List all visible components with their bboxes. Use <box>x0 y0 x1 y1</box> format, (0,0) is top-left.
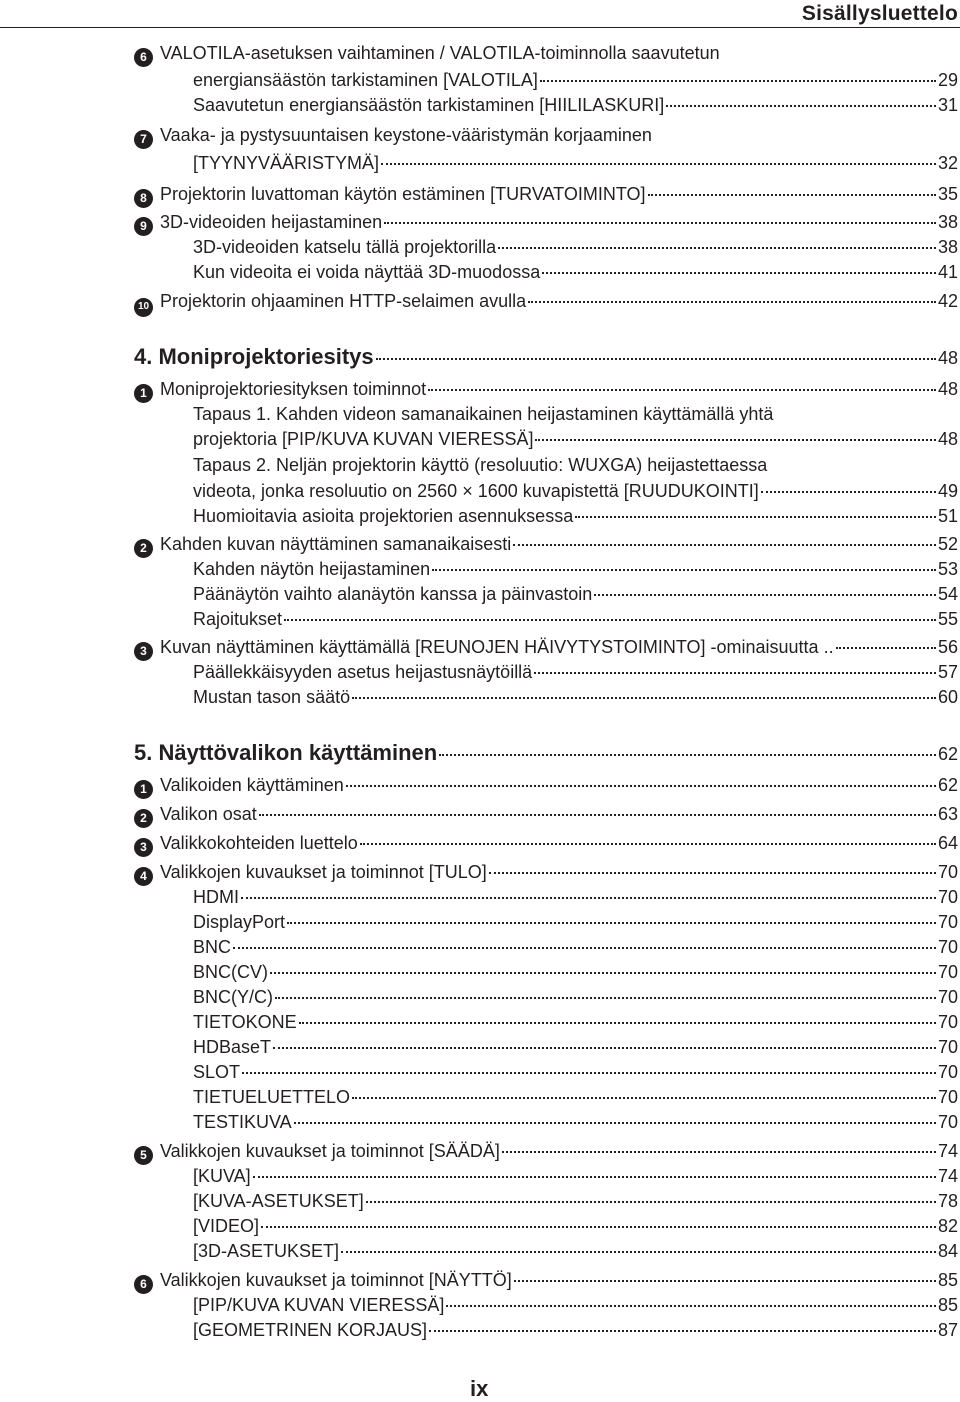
dot-leader <box>259 814 936 816</box>
toc-chapter-row <box>134 742 958 765</box>
toc-entry-text: 3D-videoiden heijastaminen <box>160 212 383 232</box>
toc-entry-text: Rajoitukset <box>193 609 283 629</box>
toc-page-number: 57 <box>937 662 958 682</box>
toc-entry-text: Kuvan näyttäminen käyttämällä [REUNOJEN HÄIVYTYSTOIMINTO] -ominaisuutta .. <box>160 637 834 657</box>
dot-leader <box>242 1072 936 1074</box>
toc-row <box>134 1140 958 1163</box>
section-number-badge: 10 <box>134 298 153 317</box>
section-number-badge: 1 <box>134 384 153 403</box>
dot-leader <box>513 544 936 546</box>
toc-row <box>193 986 958 1008</box>
toc-row <box>193 1011 958 1033</box>
dot-leader <box>273 1047 936 1049</box>
toc-entry-text: Valikkokohteiden luettelo <box>160 833 358 853</box>
toc-entry-text: BNC(CV) <box>193 962 268 982</box>
toc-row <box>134 1269 958 1292</box>
dot-leader <box>352 697 936 699</box>
toc-page-number: 84 <box>937 1241 958 1261</box>
toc-entry-text: Saavutetun energiansäästön tarkistaminen [HIILILASKURI] <box>193 95 665 115</box>
toc-row <box>134 533 958 556</box>
toc-page-number: 49 <box>937 481 958 501</box>
dot-leader <box>241 897 936 899</box>
toc-entry-text: Tapaus 2. Neljän projektorin käyttö (resoluutio: WUXGA) heijastettaessa <box>193 455 768 475</box>
section-number-badge: 7 <box>134 130 153 149</box>
toc-entry-text: [TYYNYVÄÄRISTYMÄ] <box>193 153 380 173</box>
dot-leader <box>489 872 936 874</box>
toc-entry-text: videota, jonka resoluutio on 2560 × 1600 kuvapistettä [RUUDUKOINTI] <box>193 481 759 501</box>
toc-entry-text: energiansäästön tarkistaminen [VALOTILA] <box>193 70 538 90</box>
toc-page-number: 52 <box>937 534 958 554</box>
toc-row <box>193 69 958 91</box>
toc-row <box>193 558 958 580</box>
toc-row <box>193 94 958 116</box>
toc-entry-text: BNC <box>193 937 232 957</box>
toc-page-number: 53 <box>937 559 958 579</box>
toc-page-number: 32 <box>937 153 958 173</box>
toc-page-number: 82 <box>937 1216 958 1236</box>
toc-page-number: 70 <box>937 962 958 982</box>
toc-row <box>134 124 958 147</box>
toc-page-number: 48 <box>937 348 958 368</box>
section-number-badge: 8 <box>134 189 153 208</box>
dot-leader <box>352 1097 936 1099</box>
dot-leader <box>299 1022 936 1024</box>
toc-row <box>193 936 958 958</box>
dot-leader <box>514 1280 936 1282</box>
toc-row <box>193 152 958 174</box>
toc-row <box>193 961 958 983</box>
toc-row <box>193 608 958 630</box>
toc-row <box>193 1240 958 1262</box>
toc-row <box>193 886 958 908</box>
toc-entry-text: Moniprojektoriesityksen toiminnot <box>160 379 427 399</box>
toc-entry-text: [GEOMETRINEN KORJAUS] <box>193 1320 428 1340</box>
toc-page-number: 70 <box>937 987 958 1007</box>
toc-entry-text: VALOTILA-asetuksen vaihtaminen / VALOTILA-toiminnolla saavutetun <box>160 43 720 63</box>
dot-leader <box>648 194 936 196</box>
dot-leader <box>429 1330 936 1332</box>
section-number-badge: 2 <box>134 809 153 828</box>
chapter-title: 4. Moniprojektoriesitys <box>134 344 374 369</box>
toc-page-number: 87 <box>937 1320 958 1340</box>
toc-entry-text: HDMI <box>193 887 239 907</box>
dot-leader <box>498 247 936 249</box>
toc-row <box>193 1215 958 1237</box>
toc-page-number: 60 <box>937 687 958 707</box>
header-title: Sisällysluettelo <box>801 2 958 25</box>
toc-entry-text: Mustan tason säätö <box>193 687 351 707</box>
toc-page-number: 48 <box>937 429 958 449</box>
dot-leader <box>540 80 936 82</box>
page-number: ix <box>470 1376 489 1401</box>
section-number-badge: 5 <box>134 1146 153 1165</box>
toc-row <box>193 1086 958 1108</box>
dot-leader <box>294 1122 936 1124</box>
toc-entry-text: Päällekkäisyyden asetus heijastusnäytöillä <box>193 662 533 682</box>
dot-leader <box>594 594 936 596</box>
toc-row <box>193 1061 958 1083</box>
dot-leader <box>439 754 936 756</box>
toc-page-number: 70 <box>937 862 958 882</box>
dot-leader <box>287 922 936 924</box>
toc-entry-text: Valikoiden käyttäminen <box>160 775 344 795</box>
toc-entry-text: Kahden kuvan näyttäminen samanaikaisesti <box>160 534 512 554</box>
toc-row <box>134 378 958 401</box>
toc-page-number: 78 <box>937 1191 958 1211</box>
section-number-badge: 6 <box>134 48 153 67</box>
toc-row <box>193 261 958 283</box>
dot-leader <box>233 947 936 949</box>
toc-row <box>193 480 958 502</box>
toc-entry-text: HDBaseT <box>193 1037 272 1057</box>
dot-leader <box>836 647 936 649</box>
dot-leader <box>535 439 936 441</box>
chapter-title: 5. Näyttövalikon käyttäminen <box>134 740 438 765</box>
toc-page-number: 48 <box>937 379 958 399</box>
toc-entry-text: 3D-videoiden katselu tällä projektorilla <box>193 237 497 257</box>
toc-entry-text: Tapaus 1. Kahden videon samanaikainen heijastaminen käyttämällä yhtä <box>193 404 774 424</box>
toc-chapter-row <box>134 346 958 369</box>
toc-page-number: 74 <box>937 1141 958 1161</box>
dot-leader <box>346 785 936 787</box>
dot-leader <box>360 843 936 845</box>
toc-entry-text: projektoria [PIP/KUVA KUVAN VIERESSÄ] <box>193 429 534 449</box>
toc-row <box>134 211 958 234</box>
toc-page-number: 35 <box>937 184 958 204</box>
section-number-badge: 1 <box>134 780 153 799</box>
toc-entry-text: [KUVA] <box>193 1166 251 1186</box>
dot-leader <box>381 163 936 165</box>
dot-leader <box>446 1305 936 1307</box>
toc-row <box>193 454 958 476</box>
dot-leader <box>575 516 936 518</box>
toc-row <box>134 861 958 884</box>
toc-page-number: 70 <box>937 1112 958 1132</box>
toc-row <box>193 911 958 933</box>
toc-row <box>193 1319 958 1341</box>
toc-row <box>193 236 958 258</box>
toc-row <box>193 1190 958 1212</box>
toc-row <box>193 403 958 425</box>
toc-entry-text: Päänäytön vaihto alanäytön kanssa ja päinvastoin <box>193 584 593 604</box>
toc-page-number: 29 <box>937 70 958 90</box>
dot-leader <box>384 222 936 224</box>
toc-entry-text: SLOT <box>193 1062 241 1082</box>
toc-entry-text: Vaaka- ja pystysuuntaisen keystone-vääristymän korjaaminen <box>160 125 652 145</box>
dot-leader <box>270 972 936 974</box>
toc-row <box>193 1294 958 1316</box>
toc-row <box>134 832 958 855</box>
toc-row <box>134 42 958 65</box>
toc-entry-text: [PIP/KUVA KUVAN VIERESSÄ] <box>193 1295 445 1315</box>
section-number-badge: 2 <box>134 539 153 558</box>
dot-leader <box>666 105 936 107</box>
toc-page-number: 62 <box>937 744 958 764</box>
toc-entry-text: Kahden näytön heijastaminen <box>193 559 431 579</box>
toc-page-number: 70 <box>937 912 958 932</box>
toc-entry-text: [3D-ASETUKSET] <box>193 1241 340 1261</box>
toc-row <box>193 661 958 683</box>
dot-leader <box>528 301 936 303</box>
section-number-badge: 3 <box>134 642 153 661</box>
dot-leader <box>761 491 936 493</box>
toc-row <box>134 803 958 826</box>
section-number-badge: 3 <box>134 838 153 857</box>
toc-page-number: 42 <box>937 291 958 311</box>
dot-leader <box>253 1176 936 1178</box>
toc-page-number: 70 <box>937 1087 958 1107</box>
toc-entry-text: Valikkojen kuvaukset ja toiminnot [TULO] <box>160 862 487 882</box>
toc-row <box>134 183 958 206</box>
toc-entry-text: Valikon osat <box>160 804 257 824</box>
toc-page-number: 64 <box>937 833 958 853</box>
dot-leader <box>428 389 936 391</box>
dot-leader <box>275 997 936 999</box>
toc-row <box>193 505 958 527</box>
toc-entry-text: [KUVA-ASETUKSET] <box>193 1191 364 1211</box>
toc-page-number: 38 <box>937 212 958 232</box>
toc-page-number: 85 <box>937 1270 958 1290</box>
header-rule <box>0 27 960 28</box>
section-number-badge: 9 <box>134 217 153 236</box>
toc-page-number: 70 <box>937 1012 958 1032</box>
toc-row <box>134 636 958 659</box>
toc-page-number: 74 <box>937 1166 958 1186</box>
toc-row <box>193 428 958 450</box>
toc-page-number: 38 <box>937 237 958 257</box>
toc-row <box>193 583 958 605</box>
toc-page-number: 41 <box>937 262 958 282</box>
toc-page-number: 70 <box>937 1062 958 1082</box>
dot-leader <box>284 619 936 621</box>
dot-leader <box>341 1251 936 1253</box>
toc-row <box>134 290 958 315</box>
toc-page-number: 51 <box>937 506 958 526</box>
toc-entry-text: TESTIKUVA <box>193 1112 292 1132</box>
toc-row <box>193 1111 958 1133</box>
section-number-badge: 6 <box>134 1275 153 1294</box>
toc-entry-text: Projektorin ohjaaminen HTTP-selaimen avulla <box>160 291 527 311</box>
section-number-badge: 4 <box>134 867 153 886</box>
toc-page-number: 56 <box>937 637 958 657</box>
toc-page-number: 70 <box>937 937 958 957</box>
dot-leader <box>366 1201 936 1203</box>
toc-entry-text: Huomioitavia asioita projektorien asennuksessa <box>193 506 574 526</box>
dot-leader <box>261 1226 936 1228</box>
toc-entry-text: DisplayPort <box>193 912 286 932</box>
toc-page-number: 63 <box>937 804 958 824</box>
dot-leader <box>534 672 936 674</box>
dot-leader <box>542 272 936 274</box>
toc-entry-text: Projektorin luvattoman käytön estäminen [TURVATOIMINTO] <box>160 184 646 204</box>
toc-entry-text: BNC(Y/C) <box>193 987 273 1007</box>
toc-entry-text: [VIDEO] <box>193 1216 260 1236</box>
toc-row <box>193 686 958 708</box>
dot-leader <box>502 1151 936 1153</box>
toc-page-number: 55 <box>937 609 958 629</box>
toc-page-number: 31 <box>937 95 958 115</box>
toc-entry-text: TIETUELUETTELO <box>193 1087 351 1107</box>
dot-leader <box>432 569 936 571</box>
toc-entry-text: TIETOKONE <box>193 1012 297 1032</box>
toc-entry-text: Valikkojen kuvaukset ja toiminnot [SÄÄDÄ] <box>160 1141 500 1161</box>
toc-row <box>193 1165 958 1187</box>
page-header <box>0 0 960 30</box>
toc-entry-text: Kun videoita ei voida näyttää 3D-muodossa <box>193 262 541 282</box>
toc-page-number: 70 <box>937 887 958 907</box>
toc-page-number: 62 <box>937 775 958 795</box>
toc-entry-text: Valikkojen kuvaukset ja toiminnot [NÄYTTÖ] <box>160 1270 512 1290</box>
toc-page-number: 85 <box>937 1295 958 1315</box>
toc-row <box>134 774 958 797</box>
dot-leader <box>376 358 936 360</box>
toc-row <box>193 1036 958 1058</box>
toc-page-number: 54 <box>937 584 958 604</box>
toc-page-number: 70 <box>937 1037 958 1057</box>
